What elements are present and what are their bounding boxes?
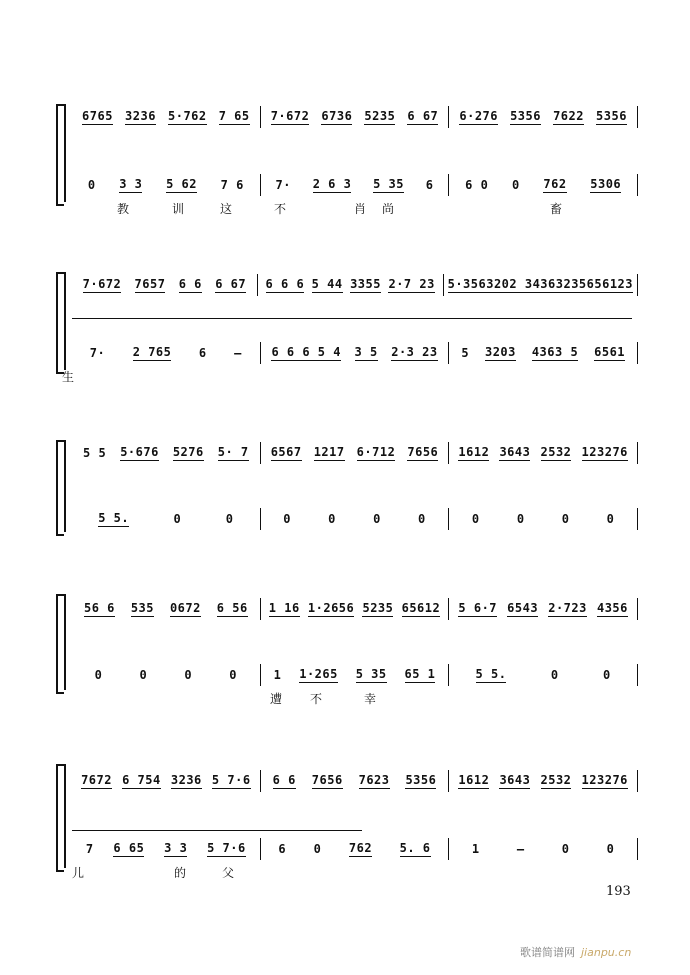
watermark-url: jianpu.cn	[581, 945, 632, 959]
note-group: 0	[603, 667, 611, 682]
note-group: 2532	[540, 773, 572, 787]
site-watermark	[520, 944, 631, 960]
note-group: 2·7 23	[388, 277, 435, 291]
lyric-char: 尚	[382, 202, 395, 216]
note-group: 0672	[169, 601, 201, 615]
note-group: 5 35	[355, 667, 387, 681]
measure	[261, 508, 450, 530]
measure	[444, 274, 638, 296]
note-group: 0	[173, 511, 182, 526]
measure	[72, 342, 261, 364]
note-group: 6	[425, 177, 434, 192]
note-group: 0	[313, 841, 322, 856]
watermark-text: 歌谱简谱网	[520, 946, 575, 959]
note-group: 656123	[586, 277, 634, 291]
note-group: –	[234, 345, 242, 360]
phrase-line	[72, 318, 632, 319]
note-group: 5·762	[168, 109, 207, 123]
note-group: 7	[85, 841, 94, 856]
note-group: –	[516, 841, 525, 856]
note-group: 0	[87, 177, 96, 192]
note-group: 7622	[553, 109, 584, 123]
lower-part	[72, 342, 638, 364]
measure	[449, 664, 638, 686]
note-group: 1612	[458, 445, 490, 459]
measure	[72, 838, 261, 860]
lyric-char: 训	[172, 202, 185, 216]
system-bracket	[56, 104, 64, 206]
note-group: 0	[561, 511, 570, 526]
note-group: 2532	[540, 445, 572, 459]
lyric-char: 肖	[354, 202, 367, 216]
measure	[261, 342, 450, 364]
note-group: 7 6	[220, 177, 244, 192]
note-group: 5356	[405, 773, 437, 787]
measure	[261, 664, 450, 686]
note-group: 7672	[81, 773, 112, 787]
score-system-3	[58, 436, 638, 536]
note-group: 6 67	[215, 277, 247, 291]
note-group: 6	[278, 841, 287, 856]
note-group: 0	[417, 511, 426, 526]
upper-part	[72, 598, 638, 620]
note-group: 3643	[499, 445, 531, 459]
measure	[72, 598, 261, 620]
note-group: 6561	[594, 345, 626, 359]
lower-part	[72, 508, 638, 530]
note-group: 5	[461, 345, 470, 360]
lyric-char: 遭	[270, 692, 283, 706]
measure	[261, 770, 450, 792]
lyric-char: 不	[310, 692, 323, 706]
lyric-char: 不	[274, 202, 287, 216]
note-group: 3202 3	[486, 277, 533, 291]
upper-part	[72, 442, 638, 464]
page-number: 193	[606, 884, 631, 899]
note-group: 7 65	[218, 109, 250, 123]
note-group: 5. 6	[399, 841, 431, 855]
lyric-char: 的	[174, 866, 187, 880]
system-barline	[64, 104, 66, 202]
note-group: 6 754	[122, 773, 161, 787]
note-group: 5 7·6	[207, 841, 246, 855]
measure	[449, 598, 638, 620]
note-group: 3 3	[119, 177, 143, 191]
note-group: 6 67	[407, 109, 439, 123]
note-group: 3236	[170, 773, 202, 787]
note-group: 7·	[275, 177, 291, 192]
note-group: 0	[606, 841, 615, 856]
note-group: 0	[550, 667, 559, 682]
note-group: 2 6 3	[312, 177, 352, 191]
measure	[449, 106, 638, 128]
note-group: 0	[94, 667, 103, 682]
score-system-1	[58, 100, 638, 216]
note-group: 6567	[270, 445, 302, 459]
system-bracket	[56, 764, 64, 872]
measure	[261, 598, 450, 620]
note-group: 65612	[401, 601, 441, 615]
note-group: 1·2656	[307, 601, 355, 615]
note-group: 6 6	[178, 277, 202, 291]
lyric-char: 畜	[550, 202, 563, 216]
note-group: 65 1	[404, 667, 436, 681]
score-system-4	[58, 590, 638, 706]
note-group: 6	[198, 345, 207, 360]
measure	[261, 174, 450, 196]
note-group: 0	[184, 667, 193, 682]
note-group: 1 16	[268, 601, 300, 615]
note-group: 1612	[458, 773, 490, 787]
note-group: 0	[229, 667, 238, 682]
note-group: 0	[561, 841, 570, 856]
note-group: 5·356	[447, 277, 487, 291]
note-group: 5276	[172, 445, 204, 459]
note-group: 7·672	[82, 277, 122, 291]
note-group: 7657	[134, 277, 166, 291]
score-system-5	[58, 760, 638, 880]
lyrics-line	[72, 690, 638, 708]
note-group: 6 0	[465, 177, 489, 192]
note-group: 5·676	[120, 445, 159, 459]
note-group: 7656	[311, 773, 343, 787]
note-group: 4363235	[532, 277, 587, 291]
note-group: 0	[139, 667, 148, 682]
note-group: 123276	[581, 773, 628, 787]
note-group: 6 6	[272, 773, 296, 787]
lyric-char: 儿	[72, 866, 85, 880]
note-group: 1	[273, 667, 282, 682]
note-group: 5 7·6	[211, 773, 251, 787]
measure	[449, 508, 638, 530]
note-group: 0	[516, 511, 525, 526]
note-group: 3643	[499, 773, 531, 787]
note-group: 7656	[407, 445, 439, 459]
lyrics-line	[72, 200, 638, 218]
lyrics-line	[62, 368, 638, 386]
note-group: 535	[130, 601, 154, 615]
note-group: 0	[606, 511, 615, 526]
note-group: 5· 7	[217, 445, 249, 459]
note-group: 2 765	[132, 345, 172, 359]
system-bracket	[56, 440, 64, 536]
phrase-line	[72, 830, 362, 831]
note-group: 123276	[581, 445, 628, 459]
note-group: 5235	[362, 601, 394, 615]
system-barline	[64, 272, 66, 370]
lower-part	[72, 838, 638, 860]
system-barline	[64, 440, 66, 532]
measure	[261, 442, 450, 464]
measure	[72, 442, 261, 464]
note-group: 7623	[358, 773, 390, 787]
note-group: 5306	[590, 177, 622, 191]
note-group: 5 5	[83, 445, 107, 460]
note-group: 7·	[89, 345, 106, 360]
note-group: 3 3	[164, 841, 188, 855]
measure	[449, 174, 638, 196]
system-barline	[64, 594, 66, 690]
note-group: 6 6 6	[265, 277, 305, 291]
note-group: 0	[328, 511, 336, 526]
measure	[261, 838, 450, 860]
note-group: 5356	[510, 109, 541, 123]
measure	[449, 838, 638, 860]
note-group: 3236	[125, 109, 156, 123]
measure	[261, 106, 450, 128]
note-group: 5 44	[311, 277, 343, 291]
measure	[72, 174, 261, 196]
measure	[72, 106, 261, 128]
system-barline	[64, 764, 66, 868]
note-group: 2·3 23	[391, 345, 438, 359]
measure	[72, 508, 261, 530]
note-group: 0	[283, 511, 291, 526]
note-group: 6736	[321, 109, 353, 123]
note-group: 56 6	[83, 601, 115, 615]
note-group: 0	[471, 511, 480, 526]
note-group: 6765	[82, 109, 113, 123]
upper-part	[72, 106, 638, 128]
note-group: 3 5	[354, 345, 378, 359]
note-group: 762	[543, 177, 567, 191]
note-group: 7·672	[270, 109, 310, 123]
note-group: 6 65	[113, 841, 145, 855]
note-group: 5235	[364, 109, 396, 123]
note-group: 5 35	[373, 177, 404, 191]
note-group: 5 6·7	[458, 601, 498, 615]
note-group: 5356	[596, 109, 627, 123]
note-group: 6 6 6 5 4	[271, 345, 341, 359]
note-group: 0	[512, 177, 520, 192]
lyric-char: 生	[62, 370, 75, 384]
note-group: 2·723	[548, 601, 587, 615]
lower-part	[72, 174, 638, 196]
note-group: 1217	[313, 445, 345, 459]
measure	[449, 770, 638, 792]
lyric-char: 父	[222, 866, 235, 880]
note-group: 5 5.	[475, 667, 507, 681]
upper-part	[72, 770, 638, 792]
note-group: 3355	[350, 277, 381, 291]
note-group: 5 5.	[98, 511, 130, 525]
note-group: 1	[471, 841, 480, 856]
lyric-char: 幸	[364, 692, 377, 706]
measure	[72, 274, 258, 296]
note-group: 6·712	[356, 445, 396, 459]
upper-part	[72, 274, 638, 296]
note-group: 5 62	[166, 177, 197, 191]
measure	[72, 770, 261, 792]
note-group: 6·276	[459, 109, 498, 123]
measure	[258, 274, 444, 296]
note-group: 762	[348, 841, 373, 855]
measure	[72, 664, 261, 686]
system-bracket	[56, 272, 64, 374]
note-group: 6543	[507, 601, 539, 615]
lower-part	[72, 664, 638, 686]
note-group: 0	[373, 511, 381, 526]
score-system-2	[58, 268, 638, 384]
note-group: 6 56	[216, 601, 248, 615]
measure	[449, 442, 638, 464]
note-group: 4356	[596, 601, 628, 615]
note-group: 4363 5	[531, 345, 579, 359]
system-bracket	[56, 594, 64, 694]
lyrics-line	[72, 864, 638, 882]
lyric-char: 这	[220, 202, 233, 216]
note-group: 0	[225, 511, 234, 526]
lyric-char: 教	[117, 202, 130, 216]
measure	[449, 342, 638, 364]
note-group: 1·265	[299, 667, 338, 681]
note-group: 3203	[484, 345, 516, 359]
